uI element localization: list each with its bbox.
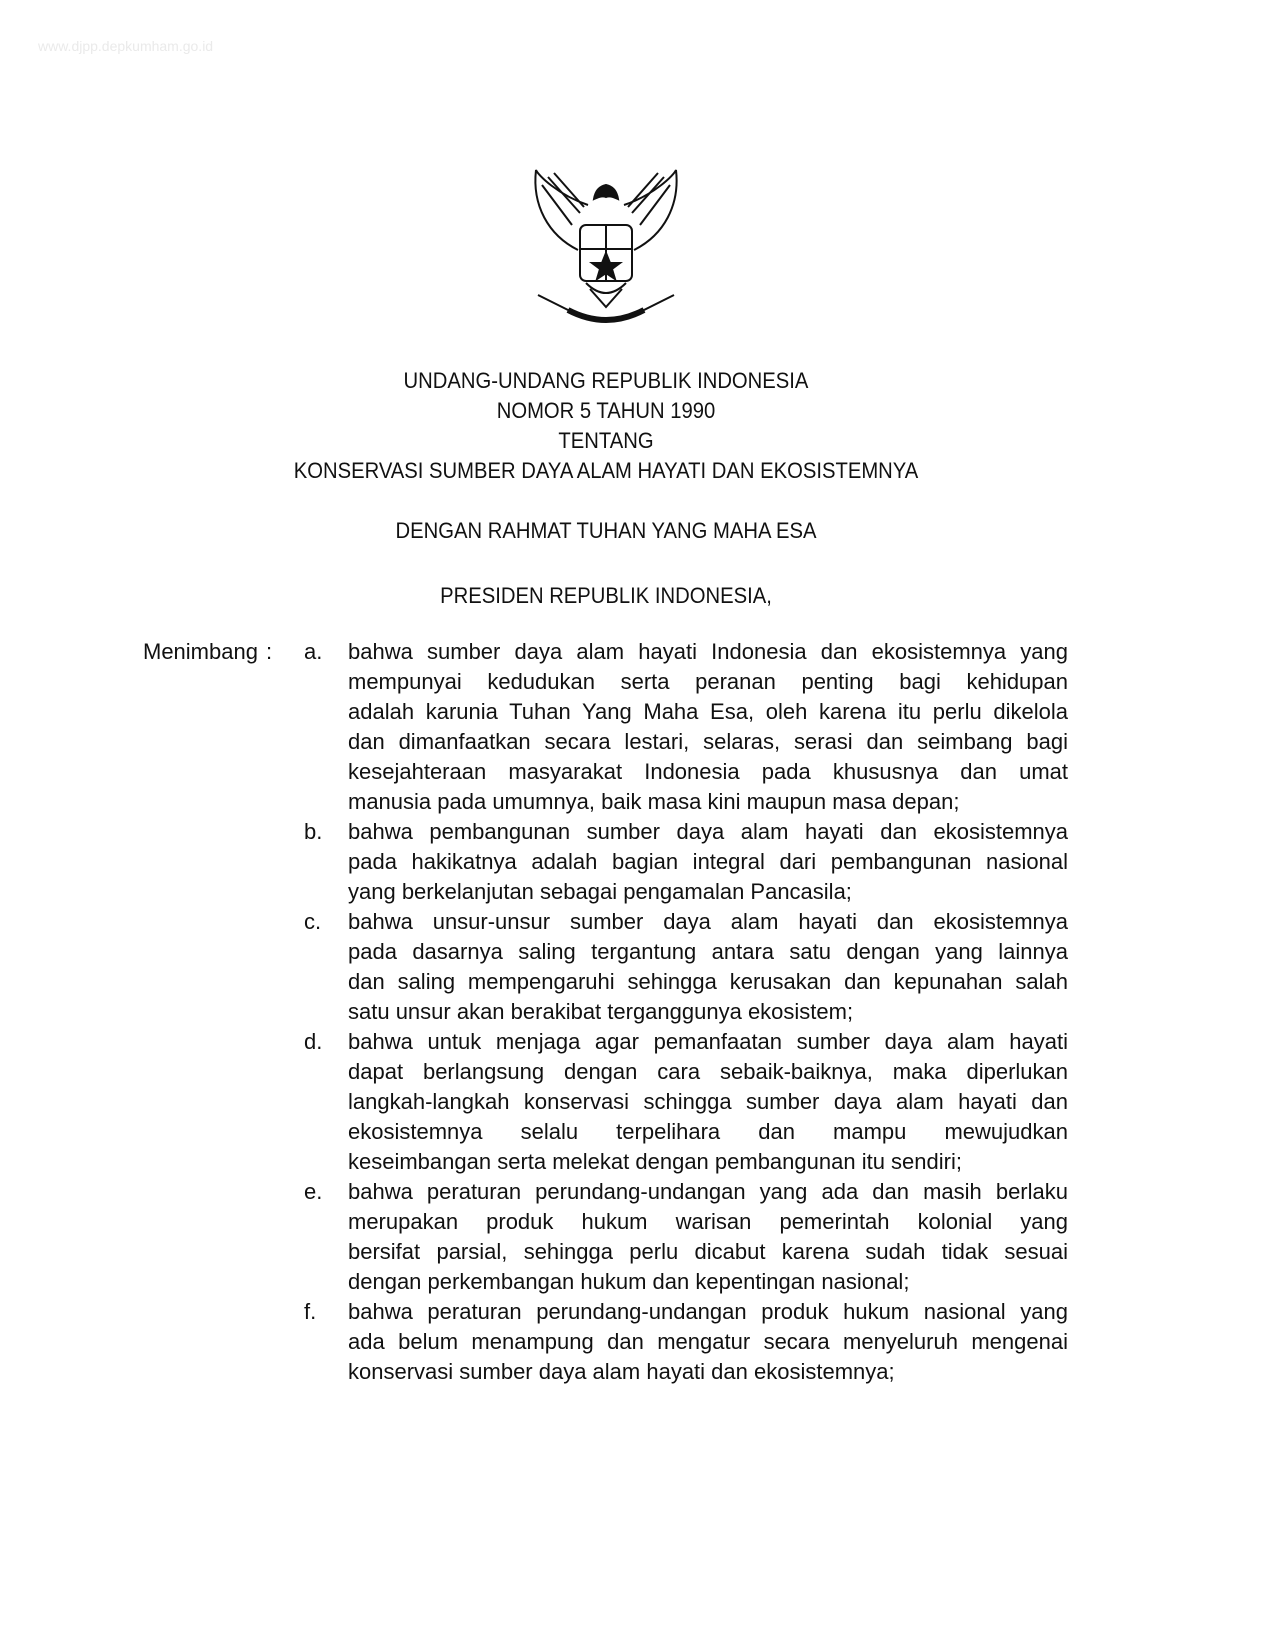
item-letter: e. — [304, 1179, 323, 1204]
text-line: keseimbangan serta melekat dengan pembangunan itu sendiri; — [348, 1149, 962, 1174]
text-line: merupakan produk hukum warisan pemerintah kolonial yang — [348, 1209, 1068, 1234]
text-line: bahwa peraturan perundang-undangan produk hukum nasional yang — [348, 1299, 1068, 1324]
text-line: dapat berlangsung dengan cara sebaik-baiknya, maka diperlukan — [348, 1059, 1068, 1084]
item-letter: f. — [304, 1299, 317, 1324]
law-about: TENTANG — [558, 428, 654, 453]
text-line: ada belum menampung dan mengatur secara menyeluruh mengenai — [348, 1329, 1068, 1354]
text-line: satu unsur akan berakibat terganggunya ekosistem; — [348, 999, 854, 1024]
text-line: ekosistemnya selalu terpelihara dan mampu mewujudkan — [348, 1119, 1068, 1144]
text-line: bahwa pembangunan sumber daya alam hayati dan ekosistemnya — [348, 819, 1068, 844]
law-title: UNDANG-UNDANG REPUBLIK INDONESIA — [403, 368, 809, 393]
watermark-url: www.djpp.depkumham.go.id — [38, 38, 214, 54]
considering-label: Menimbang — [143, 639, 258, 664]
text-line: bahwa unsur-unsur sumber daya alam hayati dan ekosistemnya — [348, 909, 1068, 934]
considering-item — [348, 1027, 1068, 1177]
text-line: bahwa peraturan perundang-undangan yang ada dan masih berlaku — [348, 1179, 1068, 1204]
considering-item — [348, 637, 1068, 817]
law-subject: KONSERVASI SUMBER DAYA ALAM HAYATI DAN EKOSISTEMNYA — [293, 458, 919, 483]
president-line: PRESIDEN REPUBLIK INDONESIA, — [440, 583, 772, 608]
considering-item — [348, 1177, 1068, 1297]
text-line: konservasi sumber daya alam hayati dan ekosistemnya; — [348, 1359, 895, 1384]
text-line: bersifat parsial, sehingga perlu dicabut karena sudah tidak sesuai — [348, 1239, 1068, 1264]
text-line: bahwa untuk menjaga agar pemanfaatan sumber daya alam hayati — [348, 1029, 1068, 1054]
text-line: yang berkelanjutan sebagai pengamalan Pancasila; — [348, 879, 852, 904]
text-line: adalah karunia Tuhan Yang Maha Esa, oleh karena itu perlu dikelola — [348, 699, 1068, 724]
considering-item — [348, 907, 1068, 1027]
text-line: kesejahteraan masyarakat Indonesia pada khususnya dan umat — [348, 759, 1068, 784]
text-line: dan dimanfaatkan secara lestari, selaras, serasi dan seimbang bagi — [348, 729, 1068, 754]
considering-item — [348, 817, 1068, 907]
text-line: pada dasarnya saling tergantung antara satu dengan yang lainnya — [348, 939, 1068, 964]
item-letter: c. — [304, 909, 322, 934]
law-number: NOMOR 5 TAHUN 1990 — [496, 398, 716, 423]
text-line: pada hakikatnya adalah bagian integral dari pembangunan nasional — [348, 849, 1068, 874]
text-line: dan saling mempengaruhi sehingga kerusakan dan kepunahan salah — [348, 969, 1068, 994]
considering-colon: : — [266, 639, 273, 664]
text-line: bahwa sumber daya alam hayati Indonesia dan ekosistemnya yang — [348, 639, 1068, 664]
text-line: mempunyai kedudukan serta peranan penting bagi kehidupan — [348, 669, 1068, 694]
item-letter: b. — [304, 819, 323, 844]
item-letter: d. — [304, 1029, 323, 1054]
text-line: langkah-langkah konservasi schingga sumber daya alam hayati dan — [348, 1089, 1068, 1114]
item-letter: a. — [304, 639, 323, 664]
text-line: dengan perkembangan hukum dan kepentingan nasional; — [348, 1269, 910, 1294]
garuda-emblem-icon — [528, 165, 684, 337]
blessing-line: DENGAN RAHMAT TUHAN YANG MAHA ESA — [395, 518, 817, 543]
considering-item — [348, 1297, 1068, 1387]
text-line: manusia pada umumnya, baik masa kini maupun masa depan; — [348, 789, 960, 814]
